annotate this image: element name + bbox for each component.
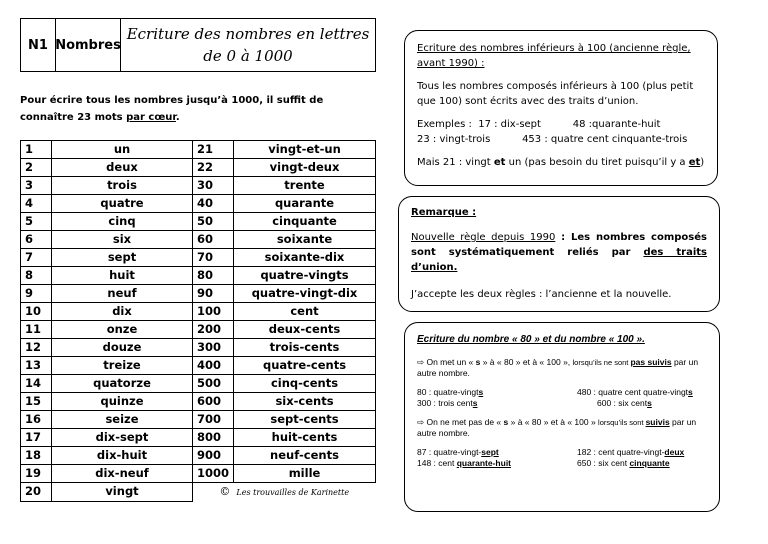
header-title-line2: de 0 à 1000 xyxy=(203,47,293,65)
intro-after: . xyxy=(175,112,180,123)
table-row xyxy=(21,159,376,177)
s-rule xyxy=(417,357,707,379)
rule-80-100-box xyxy=(404,322,720,512)
rule-80-100-title: Ecriture du nombre « 80 » et du nombre « 100 ». xyxy=(417,334,645,345)
table-row xyxy=(21,249,376,267)
number-cell: 4 xyxy=(21,195,52,213)
remark-box xyxy=(398,196,720,312)
ex4-left-b: quarante-huit xyxy=(456,458,512,468)
nos-rule-c: par un autre nombre. xyxy=(417,417,697,438)
number-cell: 3 xyxy=(21,177,52,195)
ex3-right-b: deux xyxy=(664,447,685,457)
table-row xyxy=(21,213,376,231)
nos-rule-a: ⇨ On ne met pas de « xyxy=(417,417,504,427)
word-cell: vingt xyxy=(52,483,193,502)
word-cell: neuf-cents xyxy=(234,447,376,465)
intro-before: Pour écrire tous les nombres jusqu’à 1000, il suffit de connaître 23 mots xyxy=(20,95,324,123)
s-rule-small: lorsqu’ils ne sont xyxy=(572,358,631,367)
number-cell: 50 xyxy=(193,213,234,231)
number-cell: 8 xyxy=(21,267,52,285)
table-row xyxy=(21,411,376,429)
nos-rule-suivis: suivis xyxy=(645,417,670,427)
word-cell: quatre-cents xyxy=(234,357,376,375)
word-cell: dix-huit xyxy=(52,447,193,465)
ex2-right: 600 : six cent xyxy=(597,398,648,408)
number-cell: 15 xyxy=(21,393,52,411)
nos-rule-s: s xyxy=(503,417,509,427)
ex2-left: 300 : trois cent xyxy=(417,398,473,408)
table-row xyxy=(21,195,376,213)
number-cell: 30 xyxy=(193,177,234,195)
word-cell: vingt-et-un xyxy=(234,141,376,159)
word-cell: deux xyxy=(52,159,193,177)
ex4-left: 148 : cent xyxy=(417,458,457,468)
word-cell: onze xyxy=(52,321,193,339)
table-row xyxy=(21,357,376,375)
number-cell: 800 xyxy=(193,429,234,447)
ex3-left-b: sept xyxy=(481,447,499,457)
nos-rule-small: lorsqu’ils sont xyxy=(598,418,646,427)
mais-et-1: et xyxy=(493,157,506,168)
no-s-rule xyxy=(417,417,707,439)
number-cell: 90 xyxy=(193,285,234,303)
number-cell: 70 xyxy=(193,249,234,267)
word-cell: dix-neuf xyxy=(52,465,193,483)
nos-rule-b: » à « 80 » et à « 100 » xyxy=(508,417,599,427)
credit-text: Les trouvailles de Karinette xyxy=(236,488,350,497)
intro-text xyxy=(20,92,376,126)
number-cell: 18 xyxy=(21,447,52,465)
word-cell: deux-cents xyxy=(234,321,376,339)
number-cell: 21 xyxy=(193,141,234,159)
table-row xyxy=(21,375,376,393)
table-row xyxy=(21,303,376,321)
ex3-left: 87 : quatre-vingt- xyxy=(417,447,482,457)
mais-et-2: et xyxy=(688,157,701,168)
table-row xyxy=(21,285,376,303)
old-rule-text: Tous les nombres composés inférieurs à 100 (plus petit que 100) sont écrits avec des traits d’union. xyxy=(417,81,694,107)
number-cell: 10 xyxy=(21,303,52,321)
word-cell: cent xyxy=(234,303,376,321)
word-cell: six-cents xyxy=(234,393,376,411)
word-cell: dix-sept xyxy=(52,429,193,447)
word-cell: seize xyxy=(52,411,193,429)
table-row xyxy=(21,267,376,285)
word-cell: quatre-vingt-dix xyxy=(234,285,376,303)
number-cell: 17 xyxy=(21,429,52,447)
word-cell: sept-cents xyxy=(234,411,376,429)
table-row xyxy=(21,141,376,159)
old-rule-mais xyxy=(417,155,705,170)
ex1-right: 480 : quatre cent quatre-vingt xyxy=(577,387,689,397)
word-cell: quatre-vingts xyxy=(234,267,376,285)
ex1-left: 80 : quatre-vingt xyxy=(417,387,479,397)
word-cell: cinq-cents xyxy=(234,375,376,393)
s-rule-pas: pas suivis xyxy=(630,357,672,367)
s-rule-s: s xyxy=(475,357,481,367)
word-cell: huit xyxy=(52,267,193,285)
word-cell: quarante xyxy=(234,195,376,213)
number-cell: 60 xyxy=(193,231,234,249)
number-cell: 2 xyxy=(21,159,52,177)
word-cell: soixante-dix xyxy=(234,249,376,267)
number-cell: 600 xyxy=(193,393,234,411)
table-row xyxy=(21,393,376,411)
table-row xyxy=(21,321,376,339)
number-cell: 300 xyxy=(193,339,234,357)
number-cell: 40 xyxy=(193,195,234,213)
table-row xyxy=(21,465,376,483)
number-cell: 22 xyxy=(193,159,234,177)
mais-a: Mais 21 : vingt xyxy=(417,157,494,168)
new-rule-rest: : Les nombres composés sont systématiquement reliés par xyxy=(411,232,707,258)
old-rule-examples-2: 23 : vingt-trois 453 : quatre cent cinquante-trois xyxy=(417,134,688,145)
word-cell: neuf xyxy=(52,285,193,303)
header-title-line1: Ecriture des nombres en lettres xyxy=(126,25,370,43)
number-cell: 200 xyxy=(193,321,234,339)
number-cell: 900 xyxy=(193,447,234,465)
header-category: Nombres xyxy=(56,19,121,71)
mais-b: un (pas besoin du tiret puisqu’il y a xyxy=(505,157,689,168)
new-rule-underlined-2: des traits d’union. xyxy=(411,247,708,273)
number-cell: 1000 xyxy=(193,465,234,483)
table-row xyxy=(21,339,376,357)
s-example-row-1 xyxy=(417,387,707,398)
number-cell: 12 xyxy=(21,339,52,357)
word-cell: sept xyxy=(52,249,193,267)
no-s-example-row-2 xyxy=(417,458,707,469)
mais-c: ) xyxy=(700,157,705,168)
old-rule-title: Ecriture des nombres inférieurs à 100 (ancienne règle, avant 1990) : xyxy=(417,43,691,69)
accept-text: J’accepte les deux règles : l’ancienne et la nouvelle. xyxy=(411,289,672,300)
credit xyxy=(193,483,376,502)
word-cell: cinq xyxy=(52,213,193,231)
word-cell: quatorze xyxy=(52,375,193,393)
header-title xyxy=(121,19,375,71)
number-cell: 7 xyxy=(21,249,52,267)
number-cell: 9 xyxy=(21,285,52,303)
word-cell: vingt-deux xyxy=(234,159,376,177)
number-cell: 6 xyxy=(21,231,52,249)
ex2-left-s: s xyxy=(472,398,478,408)
word-cell: quatre xyxy=(52,195,193,213)
table-row xyxy=(21,483,376,502)
remark-title: Remarque : xyxy=(411,207,477,218)
word-cell: dix xyxy=(52,303,193,321)
number-cell: 19 xyxy=(21,465,52,483)
number-cell: 100 xyxy=(193,303,234,321)
s-example-row-2 xyxy=(417,398,707,409)
old-rule-examples-1: Exemples : 17 : dix-sept 48 :quarante-huit xyxy=(417,119,661,130)
ex4-right-b: cinquante xyxy=(629,458,670,468)
word-cell: six xyxy=(52,231,193,249)
word-cell: huit-cents xyxy=(234,429,376,447)
word-cell: quinze xyxy=(52,393,193,411)
s-rule-c: par un autre nombre. xyxy=(417,357,699,378)
ex3-right: 182 : cent quatre-vingt- xyxy=(577,447,665,457)
ex1-right-s: s xyxy=(688,387,693,397)
number-cell: 5 xyxy=(21,213,52,231)
number-cell: 11 xyxy=(21,321,52,339)
word-cell: douze xyxy=(52,339,193,357)
word-cell: soixante xyxy=(234,231,376,249)
table-row xyxy=(21,447,376,465)
numbers-table xyxy=(20,140,376,502)
copyright-icon: © xyxy=(219,485,231,498)
number-cell: 400 xyxy=(193,357,234,375)
s-rule-a: ⇨ On met un « xyxy=(417,357,476,367)
table-row xyxy=(21,429,376,447)
word-cell: trois xyxy=(52,177,193,195)
new-rule-text xyxy=(411,230,707,275)
ex1-left-s: s xyxy=(478,387,484,397)
ex2-right-s: s xyxy=(647,398,652,408)
number-cell: 20 xyxy=(21,483,52,502)
number-cell: 16 xyxy=(21,411,52,429)
number-cell: 13 xyxy=(21,357,52,375)
new-rule-underlined: Nouvelle règle depuis 1990 xyxy=(411,232,556,243)
word-cell: cinquante xyxy=(234,213,376,231)
table-row xyxy=(21,177,376,195)
table-row xyxy=(21,231,376,249)
word-cell: un xyxy=(52,141,193,159)
number-cell: 1 xyxy=(21,141,52,159)
intro-underlined: par cœur xyxy=(126,112,176,123)
number-cell: 500 xyxy=(193,375,234,393)
number-cell: 700 xyxy=(193,411,234,429)
word-cell: trente xyxy=(234,177,376,195)
no-s-example-row-1 xyxy=(417,447,707,458)
number-cell: 14 xyxy=(21,375,52,393)
word-cell: treize xyxy=(52,357,193,375)
old-rule-box xyxy=(404,30,718,186)
number-cell: 80 xyxy=(193,267,234,285)
word-cell: mille xyxy=(234,465,376,483)
header-code: N1 xyxy=(21,19,56,71)
word-cell: trois-cents xyxy=(234,339,376,357)
ex4-right: 650 : six cent xyxy=(577,458,630,468)
worksheet-header xyxy=(20,18,376,72)
s-rule-b: » à « 80 » et à « 100 », xyxy=(480,357,573,367)
